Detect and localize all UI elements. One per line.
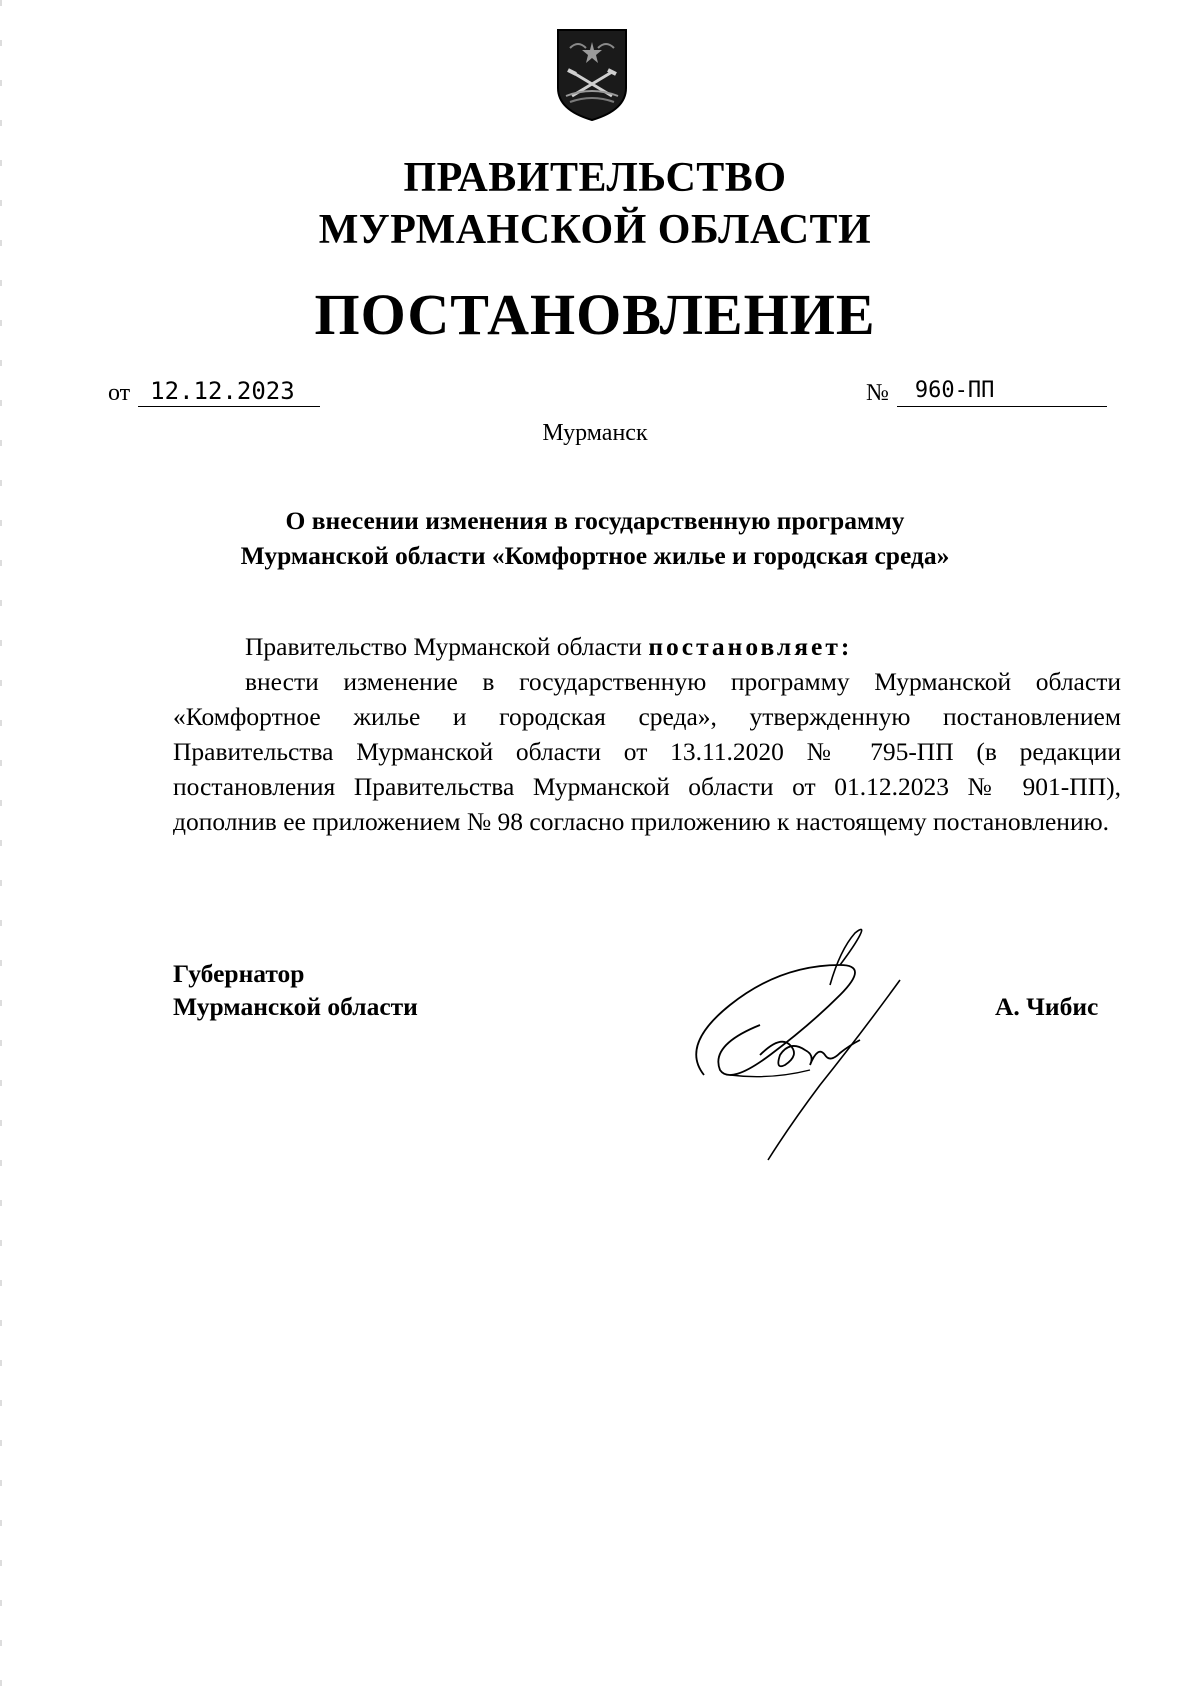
number-value: 960-ПП	[897, 376, 1107, 407]
body-intro-emphasis: постановляет:	[648, 632, 853, 661]
coat-of-arms-emblem	[552, 26, 632, 122]
document-date	[108, 376, 320, 407]
subject-line1: О внесении изменения в государственную программу	[285, 506, 905, 535]
document-body	[173, 629, 1121, 839]
subject-line2: Мурманской области «Комфортное жилье и городская среда»	[240, 541, 950, 570]
body-intro-text: Правительство Мурманской области	[245, 632, 649, 661]
signer-name: А. Чибис	[995, 992, 1099, 1021]
signer-position-line1: Губернатор	[173, 959, 305, 988]
government-title-line1: ПРАВИТЕЛЬСТВО	[403, 155, 787, 201]
date-value: 12.12.2023	[138, 376, 320, 407]
government-title	[0, 152, 1190, 256]
body-intro	[173, 629, 1121, 664]
document-type: ПОСТАНОВЛЕНИЕ	[314, 282, 876, 347]
document-subject	[0, 503, 1190, 573]
body-paragraph: внести изменение в государственную программу Мурманской области «Комфортное жилье и городская среда», утвержденную постановлением Правительства Мурманской области от 13.11.2020 № 795-ПП (в редакции постановления Правительства Мурманской области от 01.12.2023 № 901-ПП), дополнив ее приложением № 98 согласно приложению к настоящему постановлению.	[173, 667, 1121, 836]
date-prefix: от	[108, 380, 131, 406]
city: Мурманск	[542, 420, 648, 446]
signer-position	[173, 957, 418, 1023]
signer-position-line2: Мурманской области	[173, 992, 418, 1021]
number-prefix: №	[866, 380, 889, 406]
document-number	[866, 376, 1107, 407]
government-title-line2: МУРМАНСКОЙ ОБЛАСТИ	[318, 207, 872, 253]
handwritten-signature	[690, 925, 940, 1170]
